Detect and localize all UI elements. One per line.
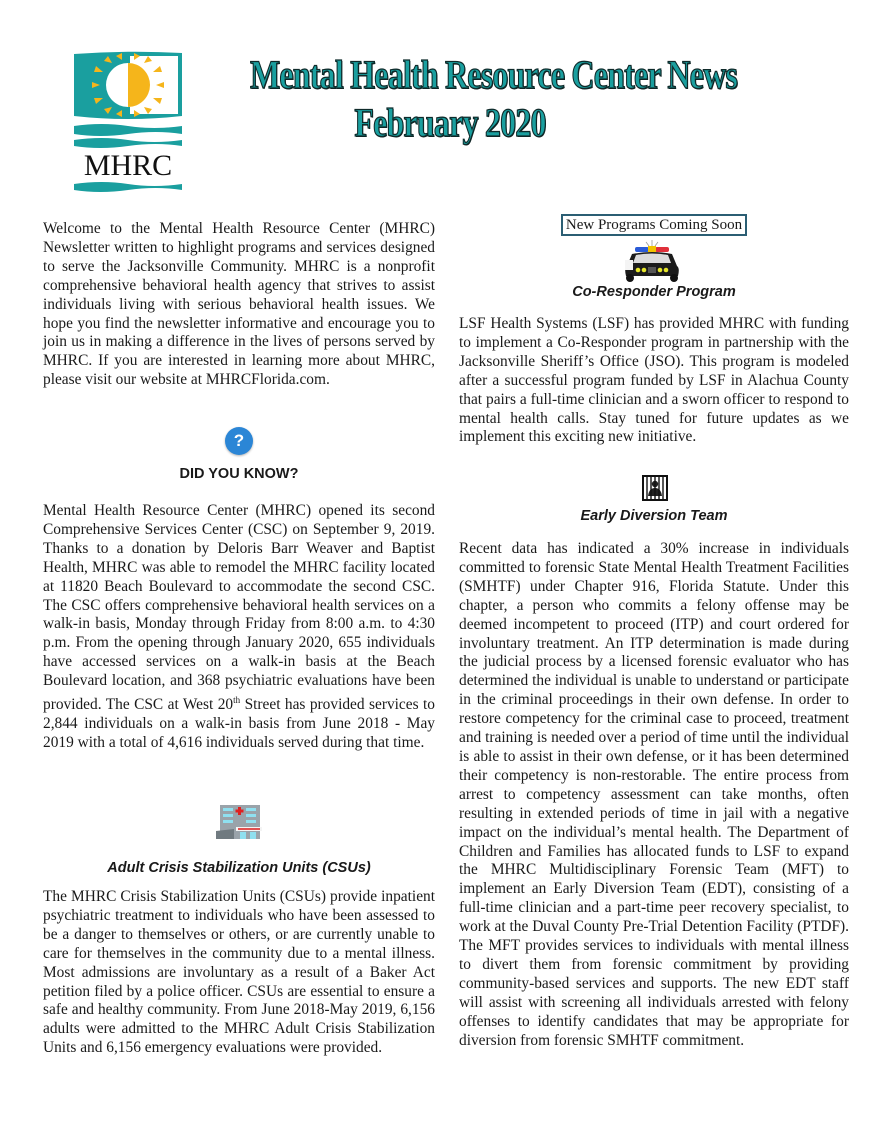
newsletter-masthead [200,52,738,146]
svg-text:MHRC: MHRC [83,149,173,182]
jail-icon [642,475,668,505]
new-programs-label: New Programs Coming Soon [561,214,747,236]
hospital-icon [216,803,262,843]
co-responder-section [459,283,849,302]
intro-paragraph: Welcome to the Mental Health Resource Center (MHRC) Newsletter written to highlight programs and services designed to serve the Jacksonville Community. MHRC is a nonprofit comprehensive behavioral health agency that strives to assist individuals living with serious behavioral health issues. We hope you find the newsletter informative and encourage you to join us in making a difference in the lives of persons served by MHRC. If you are interested in learning more about MHRC, please visit our website at MHRCFlorida.com. [43,220,435,389]
did-you-know-section [43,427,435,484]
co-responder-heading: Co-Responder Program [572,284,736,300]
newsletter-date: February 2020 [354,100,546,145]
left-column [43,220,435,390]
early-diversion-body: Recent data has indicated a 30% increase in individuals committed to forensic State Mental Health Treatment Facilities (SMHTF) under Chapter 916, Florida Statute. Under this chapter, a person who commits a felony offense may be deemed incompetent to proceed (ITP) and court ordered for involuntary treatment. An ITP determination is made during the judicial process by a licensed forensic evaluator who has determined the individual is unable to understand or participate in the criminal proceedings in their own defense. In order to restore competency for the criminal case to proceed, treatment and training is needed over a period of time until the individual is able to assist in their own defense, or it has been determined their competency is non-restorable. The entire process from arrest to competency assessment can take months, often resulting in extended periods of time in jail with a negative impact on the individual’s mental health. The Department of Children and Families has allocated funds to LSF to expand the MHRC Multidisciplinary Forensic Team (MFT) to implement an Early Diversion Team (EDT), consisting of a full-time clinician and a part-time peer recovery specialist, to work at the Duval County Pre-Trial Detention Facility (PTDF). The MFT provides services to individuals with mental illness to divert them from forensic commitment by providing community-based services and supports. The new EDT staff will assist with screening all individuals arrested with felony offenses to identify candidates that may be appropriate for diversion from forensic SMHTF commitment. [459,540,849,1049]
sun-waves-logo-icon [72,50,184,196]
new-programs-banner [459,214,849,236]
early-diversion-section [459,507,849,526]
did-you-know-heading: DID YOU KNOW? [179,466,299,482]
csu-heading: Adult Crisis Stabilization Units (CSUs) [107,860,371,876]
did-you-know-body: Mental Health Resource Center (MHRC) opened its second Comprehensive Services Center (CSC) on September 9, 2019. Thanks to a donation by Deloris Barr Weaver and Baptist Health, MHRC was able to remodel the MHRC facility located at 11820 Beach Boulevard to accommodate the second CSC. The CSC offers comprehensive behavioral health services on a walk-in basis, Monday through Friday from 8:00 a.m. to 4:30 p.m. From the opening through January 2020, 655 individuals have accessed services on a walk-in basis at the Beach Boulevard location, and 368 psychiatric evaluations have been provided. The CSC at West 20th Street has provided services to 2,844 individuals on a walk-in basis from June 2018 - May 2019 with a total of 4,616 individuals served during that time. [43,502,435,751]
early-diversion-heading: Early Diversion Team [580,508,728,524]
mhrc-logo [72,50,184,196]
police-car-icon [622,238,682,286]
csu-body: The MHRC Crisis Stabilization Units (CSUs) provide inpatient psychiatric treatment to individuals who have been assessed to be a danger to themselves or others, or are currently unable to care for themselves in the community due to a mental illness. Most admissions are involuntary as a result of a Baker Act petition filed by a police officer. CSUs are essential to ensure a safe and healthy community. From June 2018-May 2019, 6,156 adults were admitted to the MHRC Adult Crisis Stabilization Units and 6,156 emergency evaluations were provided. [43,888,435,1057]
question-icon: ? [225,427,253,455]
csu-section [43,859,435,878]
co-responder-body: LSF Health Systems (LSF) has provided MHRC with funding to implement a Co-Responder program in partnership with the Jacksonville Sheriff’s Office (JSO). This program is modeled after a successful program funded by LSF in Alachua County that pairs a full-time clinician and a sworn officer to respond to mental health calls. Stay tuned for future updates as we implement this exciting new initiative. [459,315,849,446]
newsletter-title: Mental Health Resource Center News [250,52,738,97]
